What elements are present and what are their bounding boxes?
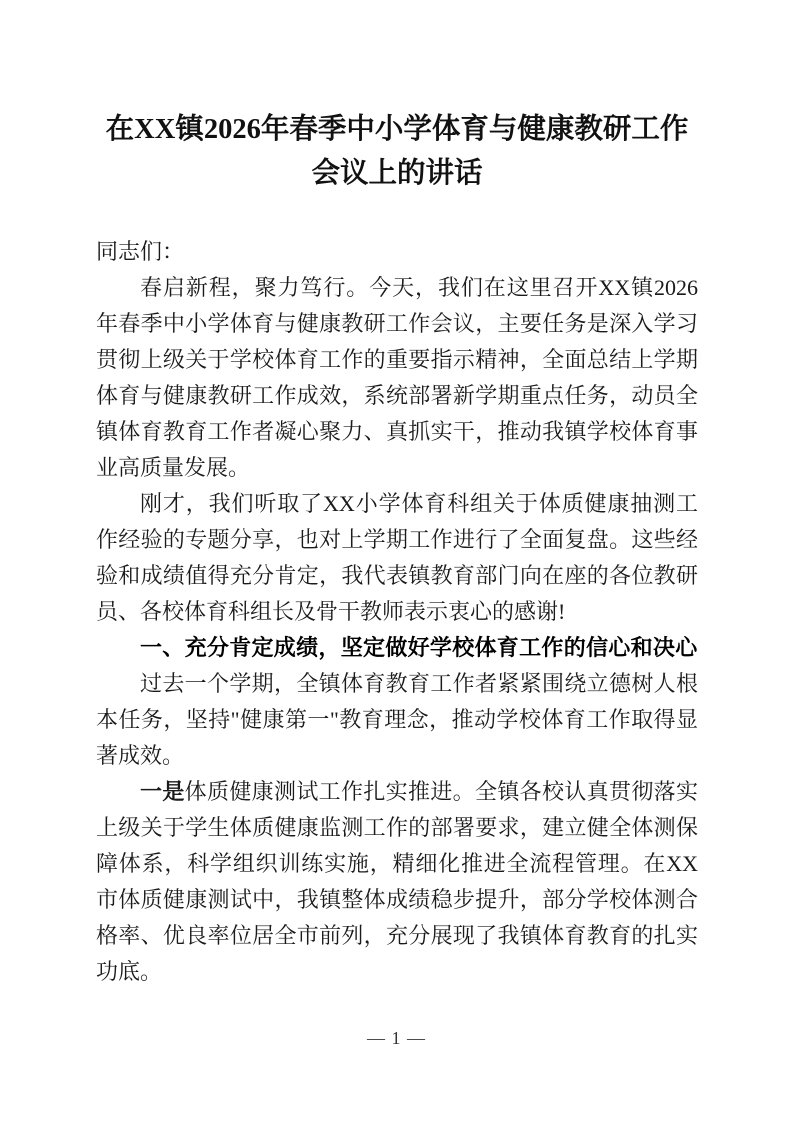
paragraph-acknowledgement: 刚才，我们听取了XX小学体育科组关于体质健康抽测工作经验的专题分享，也对上学期工作进行了全面复盘。这些经验和成绩值得充分肯定，我代表镇教育部门向在座的各位教研员、各校体育科组长及骨干教师表示衷心的感谢! bbox=[96, 491, 698, 624]
document-body bbox=[96, 0, 698, 990]
page-number-footer: — 1 — bbox=[367, 1028, 426, 1048]
salutation: 同志们： bbox=[96, 239, 185, 264]
paragraph-section1-intro: 过去一个学期，全镇体育教育工作者紧紧围绕立德树人根本任务，坚持"健康第一"教育理念，推动学校体育工作取得显著成效。 bbox=[96, 671, 698, 768]
paragraph-point-one-lead: 一是 bbox=[140, 779, 185, 804]
page-title: 在XX镇2026年春季中小学体育与健康教研工作会议上的讲话 bbox=[105, 114, 689, 189]
paragraph-point-one-text: 体质健康测试工作扎实推进。全镇各校认真贯彻落实上级关于学生体质健康监测工作的部署要求，建立健全体测保障体系，科学组织训练实施，精细化推进全流程管理。在XX市体质健康测试中，我镇整体成绩稳步提升，部分学校体测合格率、优良率位居全市前列，充分展现了我镇体育教育的扎实功底。 bbox=[96, 779, 698, 984]
paragraph-point-one bbox=[96, 774, 698, 990]
paragraph-intro: 春启新程，聚力笃行。今天，我们在这里召开XX镇2026年春季中小学体育与健康教研工作会议，主要任务是深入学习贯彻上级关于学校体育工作的重要指示精神，全面总结上学期体育与健康教研工作成效，系统部署新学期重点任务，动员全镇体育教育工作者凝心聚力、真抓实干，推动我镇学校体育事业高质量发展。 bbox=[96, 275, 698, 480]
section-heading-1: 一、充分肯定成绩，坚定做好学校体育工作的信心和决心 bbox=[140, 635, 698, 660]
